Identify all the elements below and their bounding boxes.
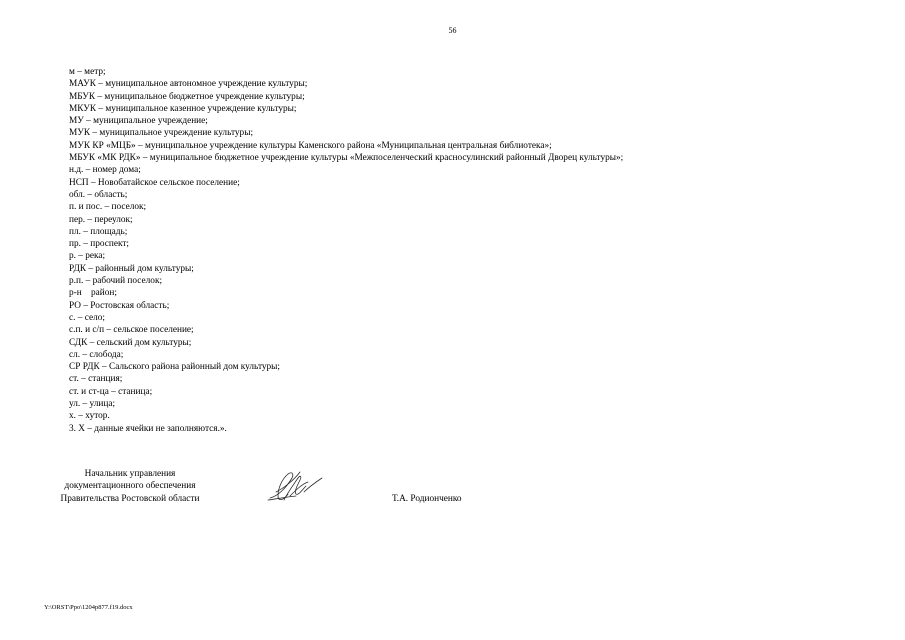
abbreviation-item: РДК – районный дом культуры; xyxy=(69,263,194,274)
abbreviation-item: пл. – площадь; xyxy=(69,226,128,237)
abbreviation-item: х. – хутор. xyxy=(69,411,110,422)
abbreviation-item: МУК – муниципальное учреждение культуры; xyxy=(69,128,254,139)
abbreviation-item: п. и пос. – поселок; xyxy=(69,202,147,213)
abbreviation-item: СР РДК – Сальского района районный дом культуры; xyxy=(69,362,281,373)
signatory-title-line: Начальник управления xyxy=(84,469,176,479)
abbreviation-item: СДК – сельский дом культуры; xyxy=(69,337,192,348)
abbreviation-item: МАУК – муниципальное автономное учреждение культуры; xyxy=(69,79,308,90)
abbreviation-item: р-н район; xyxy=(69,288,117,299)
handwritten-signature xyxy=(266,466,326,508)
abbreviation-item: с.п. и с/п – сельское поселение; xyxy=(69,325,194,336)
page-number: 56 xyxy=(448,26,457,35)
abbreviation-item: 3. Х – данные ячейки не заполняются.». xyxy=(69,423,227,434)
abbreviation-item: РО – Ростовская область; xyxy=(69,300,170,311)
abbreviation-item: пр. – проспект; xyxy=(69,239,130,250)
abbreviation-item: МКУК – муниципальное казенное учреждение культуры; xyxy=(69,103,297,114)
file-path-footer: Y:\ORST\Ppo\1204p877.f19.docx xyxy=(44,604,133,611)
abbreviation-item: МУК КР «МЦБ» – муниципальное учреждение культуры Каменского района «Муниципальная центральная библиотека»; xyxy=(69,140,552,151)
abbreviation-item: МБУК «МК РДК» – муниципальное бюджетное учреждение культуры «Межпоселенческий красносулинский районный Дворец культуры»; xyxy=(69,153,624,164)
signatory-name: Т.А. Родионченко xyxy=(392,494,462,504)
abbreviation-item: сл. – слобода; xyxy=(69,349,124,360)
abbreviation-item: р. – река; xyxy=(69,251,106,262)
signatory-title-line: Правительства Ростовской области xyxy=(60,493,200,504)
abbreviation-item: н.д. – номер дома; xyxy=(69,165,141,176)
abbreviation-item: МБУК – муниципальное бюджетное учреждение культуры; xyxy=(69,91,305,102)
signatory-title-block xyxy=(40,468,220,505)
abbreviation-item: с. – село; xyxy=(69,312,105,323)
abbreviation-item: НСП – Новобатайское сельское поселение; xyxy=(69,177,240,188)
abbreviation-item: р.п. – рабочий поселок; xyxy=(69,276,163,287)
abbreviation-item: обл. – область; xyxy=(69,189,128,200)
abbreviation-item: ул. – улица; xyxy=(69,399,116,410)
abbreviation-item: ст. – станция; xyxy=(69,374,123,385)
signatory-title-line: документационного обеспечения xyxy=(64,481,196,492)
abbreviation-item: ст. и ст-ца – станица; xyxy=(69,386,153,397)
abbreviation-list xyxy=(69,66,623,435)
abbreviation-item: м – метр; xyxy=(69,67,106,77)
abbreviation-item: МУ – муниципальное учреждение; xyxy=(69,116,208,127)
abbreviation-item: пер. – переулок; xyxy=(69,214,133,225)
